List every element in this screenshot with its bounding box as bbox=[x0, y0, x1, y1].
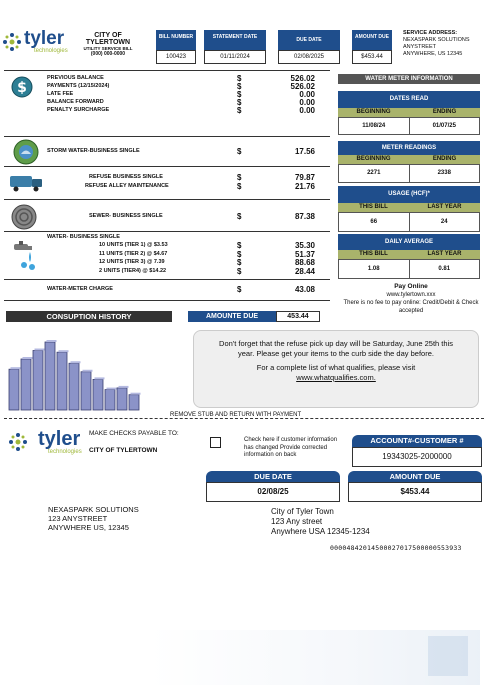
logo-dots-icon bbox=[2, 32, 22, 52]
city-title-1: CITY OF bbox=[94, 32, 122, 39]
consumption-history-header: CONSUPTION HISTORY bbox=[6, 311, 172, 322]
water-charges bbox=[47, 241, 317, 275]
charge-value: 17.56 bbox=[294, 147, 315, 156]
header-field-amount bbox=[352, 30, 392, 64]
header-field-due bbox=[278, 30, 340, 64]
last-year-label: LAST YEAR bbox=[409, 203, 480, 212]
consumption-bar-top bbox=[119, 386, 129, 388]
consumption-bar bbox=[69, 363, 79, 410]
charge-row bbox=[47, 82, 317, 90]
charge-label: SEWER- BUSINESS SINGLE bbox=[89, 213, 163, 219]
stub-tyler-logo bbox=[8, 428, 88, 458]
amount-due-value: $453.44 bbox=[352, 50, 392, 64]
service-address-line: ANYWHERE, US 12345 bbox=[403, 51, 463, 57]
charge-label: LATE FEE bbox=[47, 91, 74, 97]
charge-value: 526.02 bbox=[290, 74, 315, 83]
amount-due-box: 453.44 bbox=[276, 311, 320, 322]
charge-row bbox=[47, 98, 317, 106]
logo-text: tyler bbox=[38, 428, 81, 450]
pay-online-box bbox=[338, 283, 484, 315]
logo-sub: technologies bbox=[34, 48, 68, 54]
stub-due-date-box bbox=[206, 471, 340, 502]
consumption-chart bbox=[5, 322, 185, 412]
remit-address bbox=[271, 507, 370, 537]
general-charges bbox=[47, 74, 317, 114]
charge-label: 12 UNITS (TIER 3) @ 7.39 bbox=[99, 259, 165, 265]
amount-due-label: AMOUNT DUE bbox=[352, 30, 392, 50]
statement-date-label: STATEMENT DATE bbox=[204, 30, 266, 50]
charge-row bbox=[47, 258, 317, 267]
meter-readings-subhdr bbox=[338, 155, 480, 164]
charge-label: WATER-METER CHARGE bbox=[47, 286, 113, 292]
consumption-bar bbox=[9, 369, 19, 410]
pay-online-title: Pay Online bbox=[394, 283, 428, 290]
charge-row bbox=[47, 106, 317, 114]
address-line: 123 Any street bbox=[271, 517, 323, 526]
charge-value: 526.02 bbox=[290, 82, 315, 91]
charge-row bbox=[47, 90, 317, 98]
stub-cut-line bbox=[4, 418, 484, 419]
charge-currency: $ bbox=[237, 90, 242, 99]
consumption-bar-top bbox=[11, 367, 21, 369]
charge-value: 88.68 bbox=[294, 258, 315, 267]
meter-info-title: WATER METER INFORMATION bbox=[338, 74, 480, 84]
consumption-bar bbox=[81, 372, 91, 410]
city-heading bbox=[70, 32, 146, 57]
charge-currency: $ bbox=[237, 173, 242, 182]
payee-name: CITY OF TYLERTOWN bbox=[89, 447, 158, 454]
last-year-label: LAST YEAR bbox=[409, 250, 480, 259]
charge-currency: $ bbox=[237, 266, 242, 276]
section-divider bbox=[4, 279, 330, 280]
dates-read-header: DATES READ bbox=[338, 91, 480, 108]
charge-label: BALANCE FORWARD bbox=[47, 99, 104, 105]
meter-readings-values bbox=[338, 164, 480, 183]
consumption-bar-top bbox=[47, 340, 57, 342]
daily-average-values bbox=[338, 259, 480, 279]
charge-value: 0.00 bbox=[299, 98, 315, 107]
logo-text: tyler bbox=[24, 28, 65, 49]
charge-currency: $ bbox=[237, 258, 242, 267]
charge-currency: $ bbox=[237, 147, 242, 156]
usage-subhdr bbox=[338, 203, 480, 212]
consumption-bar bbox=[45, 342, 55, 410]
consumption-bar bbox=[33, 351, 43, 411]
consumption-bar-top bbox=[131, 393, 141, 395]
charge-row bbox=[47, 173, 317, 182]
amount-due-header: AMOUNTE DUE bbox=[188, 311, 276, 322]
date-begin: 11/08/24 bbox=[339, 118, 410, 134]
consumption-bar-top bbox=[95, 377, 105, 379]
ending-label: ENDING bbox=[409, 155, 480, 164]
dates-read-subhdr bbox=[338, 108, 480, 117]
charge-currency: $ bbox=[237, 106, 242, 115]
notice-text: Don't forget that the refuse pick up day will be Saturday, June 25th this year. Please get your items to the curb side the day before. bbox=[219, 339, 453, 358]
address-line: NEXASPARK SOLUTIONS bbox=[48, 505, 139, 514]
stub-amount-due-label: AMOUNT DUE bbox=[348, 471, 482, 482]
address-line: 123 ANYSTREET bbox=[48, 514, 108, 523]
statement-date-value: 01/11/2024 bbox=[204, 50, 266, 64]
section-divider bbox=[4, 199, 330, 200]
avg-this: 1.08 bbox=[339, 260, 410, 278]
usage-values bbox=[338, 212, 480, 232]
meter-readings-header: METER READINGS bbox=[338, 141, 480, 155]
sewer-cover-icon bbox=[11, 204, 37, 230]
charge-label: REFUSE ALLEY MAINTENANCE bbox=[85, 183, 169, 189]
charge-label: 2 UNITS (TIER4) @ $14.22 bbox=[99, 267, 167, 274]
read-begin: 2271 bbox=[339, 165, 410, 182]
address-line: Anywhere USA 12345-1234 bbox=[271, 527, 370, 536]
charge-row bbox=[47, 267, 317, 276]
logo-dots-icon bbox=[8, 432, 28, 452]
charge-value: 35.30 bbox=[294, 241, 315, 250]
beginning-label: BEGINNING bbox=[338, 155, 409, 164]
consumption-bar-top bbox=[107, 388, 117, 390]
consumption-bar-top bbox=[83, 370, 93, 372]
consumption-bar bbox=[57, 352, 67, 410]
usage-header: USAGE (HCF)* bbox=[338, 186, 480, 203]
header-divider bbox=[4, 70, 330, 71]
charge-currency: $ bbox=[237, 249, 242, 259]
scan-line: 00004842014500027017500000553933 bbox=[330, 544, 462, 552]
consumption-bar bbox=[117, 388, 127, 410]
usage-this: 66 bbox=[339, 213, 410, 231]
notice-text-2: For a complete list of what qualifies, please visit bbox=[256, 363, 416, 372]
account-number-label: ACCOUNT#-CUSTOMER # bbox=[352, 435, 482, 447]
storm-charge-row bbox=[47, 147, 317, 157]
charge-row bbox=[47, 182, 317, 191]
consumption-bar bbox=[105, 390, 115, 410]
beginning-label: BEGINNING bbox=[338, 108, 409, 117]
charge-label: PAYMENTS (12/15/2024) bbox=[47, 83, 110, 89]
due-date-label: DUE DATE bbox=[278, 30, 340, 50]
daily-average-subhdr bbox=[338, 250, 480, 259]
notice-box bbox=[193, 330, 479, 408]
charge-currency: $ bbox=[237, 212, 242, 221]
consumption-bar bbox=[21, 359, 31, 410]
consumption-bar-top bbox=[23, 357, 33, 359]
consumption-bar-top bbox=[71, 361, 81, 363]
service-address-line: ANYSTREET bbox=[403, 44, 437, 50]
charge-value: 43.08 bbox=[294, 285, 315, 294]
stub-due-date-label: DUE DATE bbox=[206, 471, 340, 482]
charge-value: 28.44 bbox=[294, 266, 315, 276]
consumption-bar-top bbox=[59, 350, 69, 352]
ending-label: ENDING bbox=[409, 108, 480, 117]
city-title-2: TYLERTOWN bbox=[85, 39, 131, 46]
stub-due-date-value: 02/08/25 bbox=[206, 482, 340, 502]
charge-currency: $ bbox=[237, 241, 242, 250]
charge-label: 10 UNITS (TIER 1) @ $3.53 bbox=[99, 242, 168, 248]
svg-text:$: $ bbox=[17, 80, 27, 96]
charge-currency: $ bbox=[237, 285, 242, 294]
charge-label: REFUSE BUSINESS SINGLE bbox=[89, 174, 163, 180]
bill-number-label: BILL NUMBER bbox=[156, 30, 196, 50]
this-bill-label: THIS BILL bbox=[338, 203, 409, 212]
consumption-bar-top bbox=[35, 349, 45, 351]
customer-address bbox=[48, 505, 139, 532]
charge-row bbox=[47, 250, 317, 259]
charge-currency: $ bbox=[237, 74, 242, 83]
daily-average-header: DAILY AVERAGE bbox=[338, 234, 480, 250]
account-number-value: 19343025-2000000 bbox=[352, 447, 482, 467]
charge-row bbox=[47, 74, 317, 82]
due-date-value: 02/08/2025 bbox=[278, 50, 340, 64]
consumption-bar bbox=[93, 379, 103, 410]
info-changed-text: Check here if customer information has changed Provide corrected information on back bbox=[244, 437, 338, 458]
consumption-bar bbox=[129, 395, 139, 410]
bill-number-value: 100423 bbox=[156, 50, 196, 64]
address-line: City of Tyler Town bbox=[271, 507, 334, 516]
refuse-charges bbox=[47, 173, 317, 191]
water-faucet-icon bbox=[10, 240, 40, 272]
charge-value: 79.87 bbox=[294, 173, 315, 182]
stub-amount-due-box bbox=[348, 471, 482, 502]
storm-water-seal-icon bbox=[13, 139, 39, 165]
charge-label: 11 UNITS (TIER 2) @ $4.67 bbox=[99, 250, 168, 257]
section-divider bbox=[4, 231, 330, 232]
usage-last: 24 bbox=[440, 219, 448, 225]
info-changed-checkbox[interactable] bbox=[210, 437, 221, 448]
charge-value: 0.00 bbox=[299, 90, 315, 99]
logo-sub: technologies bbox=[48, 449, 82, 455]
section-divider bbox=[4, 166, 330, 167]
date-end: 01/07/25 bbox=[432, 123, 456, 129]
charge-label: PREVIOUS BALANCE bbox=[47, 75, 104, 81]
pay-online-note: There is no fee to pay online: Credit/Debit & Check accepted bbox=[343, 300, 479, 314]
charge-value: 87.38 bbox=[294, 212, 315, 221]
header-field-bill bbox=[156, 30, 196, 64]
read-end: 2338 bbox=[437, 170, 451, 176]
meter-info-panel bbox=[338, 74, 480, 279]
charge-row bbox=[47, 241, 317, 250]
notice-link[interactable]: www.whatqualifies.com. bbox=[296, 372, 376, 382]
phone-number: (000) 000-0000 bbox=[90, 51, 126, 57]
section-divider bbox=[4, 300, 330, 301]
meter-charge-row bbox=[47, 285, 317, 295]
charge-currency: $ bbox=[237, 82, 242, 91]
header-field-statement bbox=[204, 30, 266, 64]
tyler-logo bbox=[2, 28, 68, 58]
charge-label: PENALTY SURCHARGE bbox=[47, 107, 110, 113]
garbage-truck-icon bbox=[9, 174, 43, 192]
charge-label: STORM WATER-BUSINESS SINGLE bbox=[47, 148, 140, 154]
address-line: ANYWHERE US, 12345 bbox=[48, 523, 129, 532]
dates-read-values bbox=[338, 117, 480, 135]
service-address-line: NEXASPARK SOLUTIONS bbox=[403, 37, 470, 43]
charge-value: 51.37 bbox=[294, 249, 315, 259]
remove-stub-label: REMOVE STUB AND RETURN WITH PAYMENT bbox=[170, 412, 302, 418]
water-section-label: WATER- BUSINESS SINGLE bbox=[47, 234, 120, 240]
section-divider bbox=[4, 136, 330, 137]
utility-bill-label: UTILITY SERVICE BILL bbox=[83, 46, 133, 51]
charge-currency: $ bbox=[237, 182, 242, 191]
service-address-label: SERVICE ADDRESS: bbox=[403, 30, 458, 36]
dollar-coin-icon bbox=[11, 76, 33, 98]
service-address bbox=[403, 30, 489, 58]
sewer-charge-row bbox=[47, 212, 317, 222]
avg-last: 0.81 bbox=[438, 266, 451, 272]
charge-value: 0.00 bbox=[299, 106, 315, 115]
charge-value: 21.76 bbox=[294, 182, 315, 191]
charge-currency: $ bbox=[237, 98, 242, 107]
payable-to-label: MAKE CHECKS PAYABLE TO: bbox=[89, 430, 179, 437]
this-bill-label: THIS BILL bbox=[338, 250, 409, 259]
stub-amount-due-value: $453.44 bbox=[348, 482, 482, 502]
watermark-badge bbox=[428, 636, 468, 676]
pay-online-url[interactable]: www.tylertown.xxx bbox=[386, 292, 436, 298]
account-number-box bbox=[352, 435, 482, 467]
